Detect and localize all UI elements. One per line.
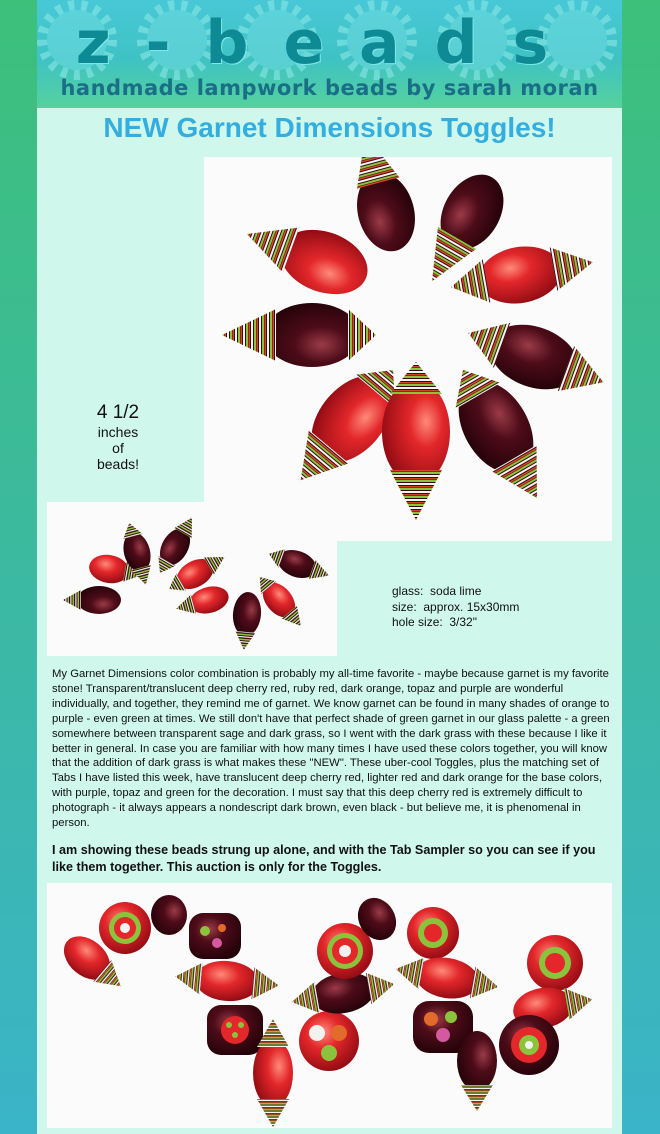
site-banner[interactable] <box>37 0 622 108</box>
bead-strand-photo <box>47 883 612 1128</box>
spec-size: size: approx. 15x30mm <box>392 599 520 614</box>
bead-scatter-photo <box>47 502 337 656</box>
auction-note: I am showing these beads strung up alone, and with the Tab Sampler so you can see if you like them together. This auction is only for the Toggles. <box>52 843 596 874</box>
length-line-2: inches <box>97 423 139 440</box>
spec-glass: glass: soda lime <box>392 584 482 598</box>
site-tagline: handmade lampwork beads by sarah moran <box>60 76 599 100</box>
bead-ring-photo <box>204 157 612 541</box>
length-line-3: of <box>112 439 124 456</box>
length-line-4: beads! <box>96 456 140 473</box>
site-logo[interactable]: z-beads <box>75 8 584 78</box>
page-title: NEW Garnet Dimensions Toggles! <box>103 112 556 143</box>
length-amount: 4 1/2 <box>96 402 140 423</box>
spec-hole: hole size: 3/32" <box>392 615 477 630</box>
bead-specs <box>392 584 519 631</box>
length-note <box>68 402 168 472</box>
description-text: My Garnet Dimensions color combination is probably my all-time favorite - maybe because garnet is my favorite stone! Transparent/translucent deep cherry red, ruby red, dark orange, topaz and purple are wonderful individually, and together, they remind me of garnet. We know garnet can be found in many shades of orange to purple - even green at times. We still don't have that perfect shade of green garnet in our glass palette - a green somewhere between transparent sage and dark grass, so I went with the dark grass with these because I like it better in general. In case you are familiar with how many times I have used these colors together, you will know that the addition of dark grass is what makes these "NEW". These uber-cool Toggles, plus the matching set of Tabs I have listed this week, have translucent deep cherry red, lighter red and dark orange for the base colors, with purple, topaz and green for the decoration. I must say that this deep cherry red is extremely difficult to photograph - it always appears a nondescript dark brown, even black - but believe me, it is phenomenal in person. <box>52 668 610 830</box>
